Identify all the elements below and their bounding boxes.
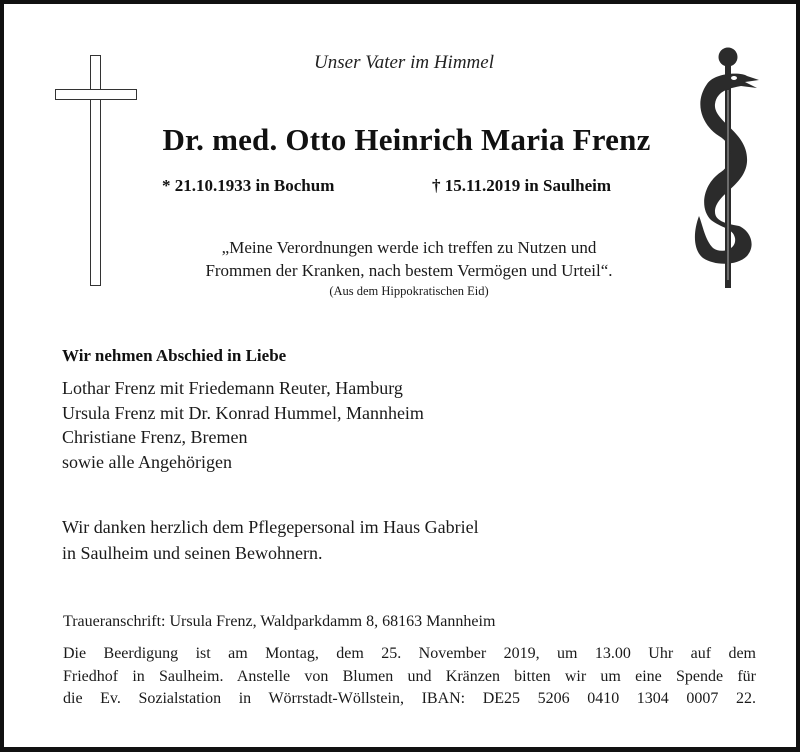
funeral-details [63,643,756,711]
family-member: Christiane Frenz, Bremen [62,427,248,447]
thanks-line: in Saulheim und seinen Bewohnern. [62,543,323,563]
thanks-line: Wir danken herzlich dem Pflegepersonal im Haus Gabriel [62,517,479,537]
family-list [62,376,424,474]
funeral-line: Die Beerdigung ist am Montag, dem 25. November 2019, um 13.00 Uhr auf dem [63,645,756,662]
family-member: sowie alle Angehörigen [62,451,232,472]
quote-line: Frommen der Kranken, nach bestem Vermögen und Urteil“. [205,261,613,280]
heading-quote: Unser Vater im Himmel [314,52,494,73]
rod-of-asclepius-icon [687,44,777,294]
deceased-name: Dr. med. Otto Heinrich Maria Frenz [162,122,651,157]
funeral-line: die Ev. Sozialstation in Wörrstadt-Wöllstein, IBAN: DE25 5206 0410 1304 0007 22. [63,690,756,707]
thanks-paragraph [62,514,479,566]
death-date: † 15.11.2019 in Saulheim [432,176,612,195]
family-member: Lothar Frenz mit Friedemann Reuter, Hamburg [62,378,403,398]
cross-horizontal-bar [55,89,137,100]
funeral-line: Friedhof in Saulheim. Anstelle von Blumen und Kränzen bitten wir um eine Spende für [63,667,756,685]
hippocratic-quote [144,236,674,282]
farewell-title: Wir nehmen Abschied in Liebe [62,346,287,365]
quote-source: (Aus dem Hippokratischen Eid) [329,284,489,298]
birth-date: * 21.10.1933 in Bochum [162,176,335,195]
family-member: Ursula Frenz mit Dr. Konrad Hummel, Mannheim [62,402,424,423]
quote-line: „Meine Verordnungen werde ich treffen zu Nutzen und [221,238,597,257]
mourning-address: Traueranschrift: Ursula Frenz, Waldparkdamm 8, 68163 Mannheim [63,613,496,630]
